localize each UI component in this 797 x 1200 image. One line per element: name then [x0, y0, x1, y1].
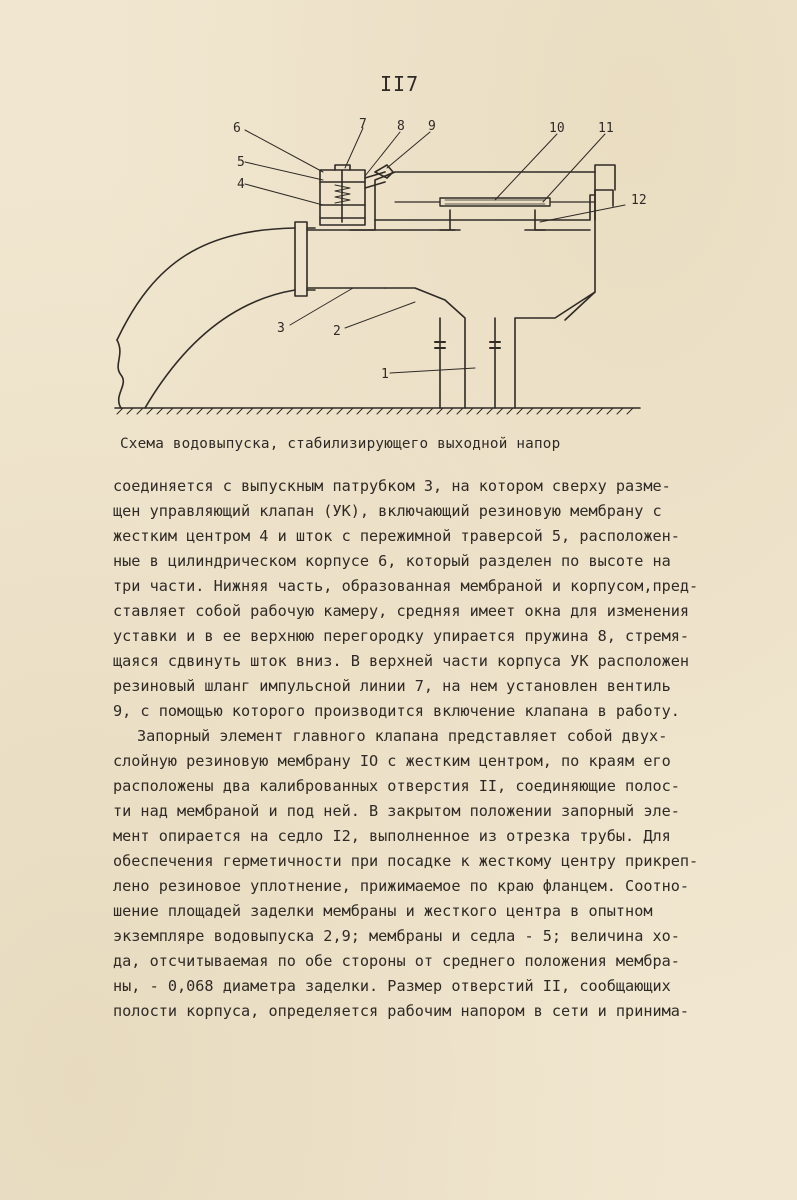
text-line: три части. Нижняя часть, образованная мембраной и корпусом,пред- — [113, 577, 699, 595]
text-line: ные в цилиндрическом корпусе 6, который разделен по высоте на — [113, 552, 671, 570]
main-body-2 — [375, 195, 595, 408]
upper-chamber — [375, 172, 595, 220]
support-column-1 — [440, 318, 495, 408]
label-6: 6 — [233, 121, 241, 136]
label-11: 11 — [598, 121, 614, 136]
water-outlet-diagram — [95, 110, 655, 420]
text-line: щен управляющий клапан (УК), включающий резиновую мембрану с — [113, 502, 662, 520]
label-12: 12 — [631, 193, 647, 208]
text-line: ти над мембраной и под ней. В закрытом положении запорный эле- — [113, 802, 680, 820]
figure-caption: Схема водовыпуска, стабилизирующего выходной напор — [120, 436, 561, 452]
body-text — [113, 474, 743, 1024]
text-line: слойную резиновую мембрану IO с жестким центром, по краям его — [113, 752, 671, 770]
text-line: да, отсчитываемая по обе стороны от среднего положения мембра- — [113, 952, 680, 970]
text-line: резиновый шланг импульсной линии 7, на нем установлен вентиль — [113, 677, 671, 695]
text-line: жестким центром 4 и шток с пережимной траверсой 5, расположен- — [113, 527, 680, 545]
text-line: уставки и в ее верхнюю перегородку упирается пружина 8, стремя- — [113, 627, 690, 645]
label-1: 1 — [381, 367, 389, 382]
text-line: расположены два калиброванных отверстия II, соединяющие полос- — [113, 777, 680, 795]
membrane-10 — [440, 198, 550, 206]
text-line: экземпляре водовыпуска 2,9; мембраны и седла - 5; величина хо- — [113, 927, 680, 945]
label-9: 9 — [428, 119, 436, 134]
text-line: обеспечения герметичности при посадке к жесткому центру прикреп- — [113, 852, 699, 870]
text-line: лено резиновое уплотнение, прижимаемое по краю фланцем. Соотно- — [113, 877, 690, 895]
label-5: 5 — [237, 155, 245, 170]
inlet-flange — [295, 222, 307, 296]
text-line: полости корпуса, определяется рабочим напором в сети и принима- — [113, 1002, 690, 1020]
text-line: щаяся сдвинуть шток вниз. В верхней части корпуса УК расположен — [113, 652, 690, 670]
text-line: ны, - 0,068 диаметра заделки. Размер отверстий II, сообщающих — [113, 977, 671, 995]
label-10: 10 — [549, 121, 565, 136]
text-line: ставляет собой рабочую камеру, средняя имеет окна для изменения — [113, 602, 690, 620]
text-line-paragraph-start: Запорный элемент главного клапана представляет собой двух- — [137, 727, 668, 745]
ground-hatch — [117, 408, 633, 414]
inlet-pipe-lower — [145, 290, 295, 408]
text-line: 9, с помощью которого производится включение клапана в работу. — [113, 702, 680, 720]
label-2: 2 — [333, 324, 341, 339]
inlet-pipe-upper — [117, 228, 295, 340]
diagram-svg — [95, 110, 655, 420]
label-8: 8 — [397, 119, 405, 134]
label-3: 3 — [277, 321, 285, 336]
label-4: 4 — [237, 177, 245, 192]
text-line: соединяется с выпускным патрубком 3, на котором сверху разме- — [113, 477, 671, 495]
text-line: мент опирается на седло I2, выполненное из отрезка трубы. Для — [113, 827, 671, 845]
page-number: II7 — [380, 72, 420, 96]
text-line: шение площадей заделки мембраны и жесткого центра в опытном — [113, 902, 653, 920]
inlet-pipe-break — [117, 340, 123, 408]
label-7: 7 — [359, 117, 367, 132]
